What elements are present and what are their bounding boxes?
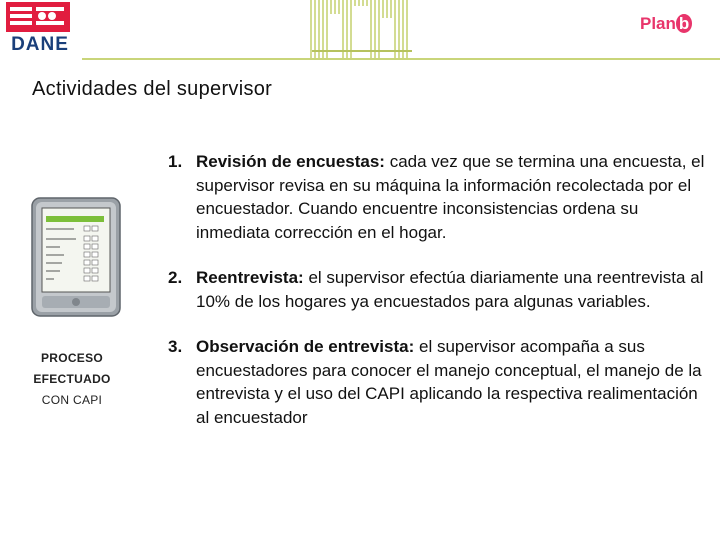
- item-body: [196, 150, 708, 244]
- pda-device-icon: [30, 196, 122, 318]
- planb-prefix: Plan: [640, 14, 676, 33]
- activity-list: [168, 150, 708, 451]
- item-text: el supervisor acompaña a sus encuestadores para conocer el manejo conceptual, el manejo de la entrevista y el uso del CAPI aplicando la respectiva realimentación al encuestador: [196, 337, 702, 427]
- item-number: 2.: [168, 268, 183, 287]
- item-heading: Reentrevista:: [196, 268, 304, 287]
- item-text: cada vez que se termina una encuesta, el supervisor revisa en su máquina la información recolectada por el encuestador. Cuando encuentre inconsistencias ordena su inmediata corrección en el hogar.: [196, 152, 705, 242]
- item-body: [196, 335, 708, 429]
- caption-line: CON CAPI: [41, 393, 103, 407]
- header-stripes: [82, 0, 720, 60]
- dane-logo-text: DANE: [11, 34, 69, 55]
- item-text: el supervisor efectúa diariamente una reentrevista al 10% de los hogares ya encuestados para algunas variables.: [196, 268, 704, 311]
- page-title: Actividades del supervisor: [32, 78, 273, 100]
- item-heading: Revisión de encuestas:: [196, 152, 385, 171]
- dane-mark-icon: [0, 0, 80, 34]
- device-caption: [22, 348, 122, 411]
- item-number: 1.: [168, 152, 183, 171]
- planb-logo: [640, 14, 692, 34]
- caption-line: EFECTUADO: [33, 372, 111, 386]
- item-body: [196, 266, 708, 313]
- list-item: [168, 335, 708, 429]
- list-item: [168, 150, 708, 244]
- item-number: 3.: [168, 337, 183, 356]
- caption-line: PROCESO: [40, 351, 104, 365]
- dane-logo: [0, 0, 80, 56]
- list-item: [168, 266, 708, 313]
- item-heading: Observación de entrevista:: [196, 337, 415, 356]
- header: [0, 0, 720, 60]
- planb-suffix: b: [676, 14, 692, 33]
